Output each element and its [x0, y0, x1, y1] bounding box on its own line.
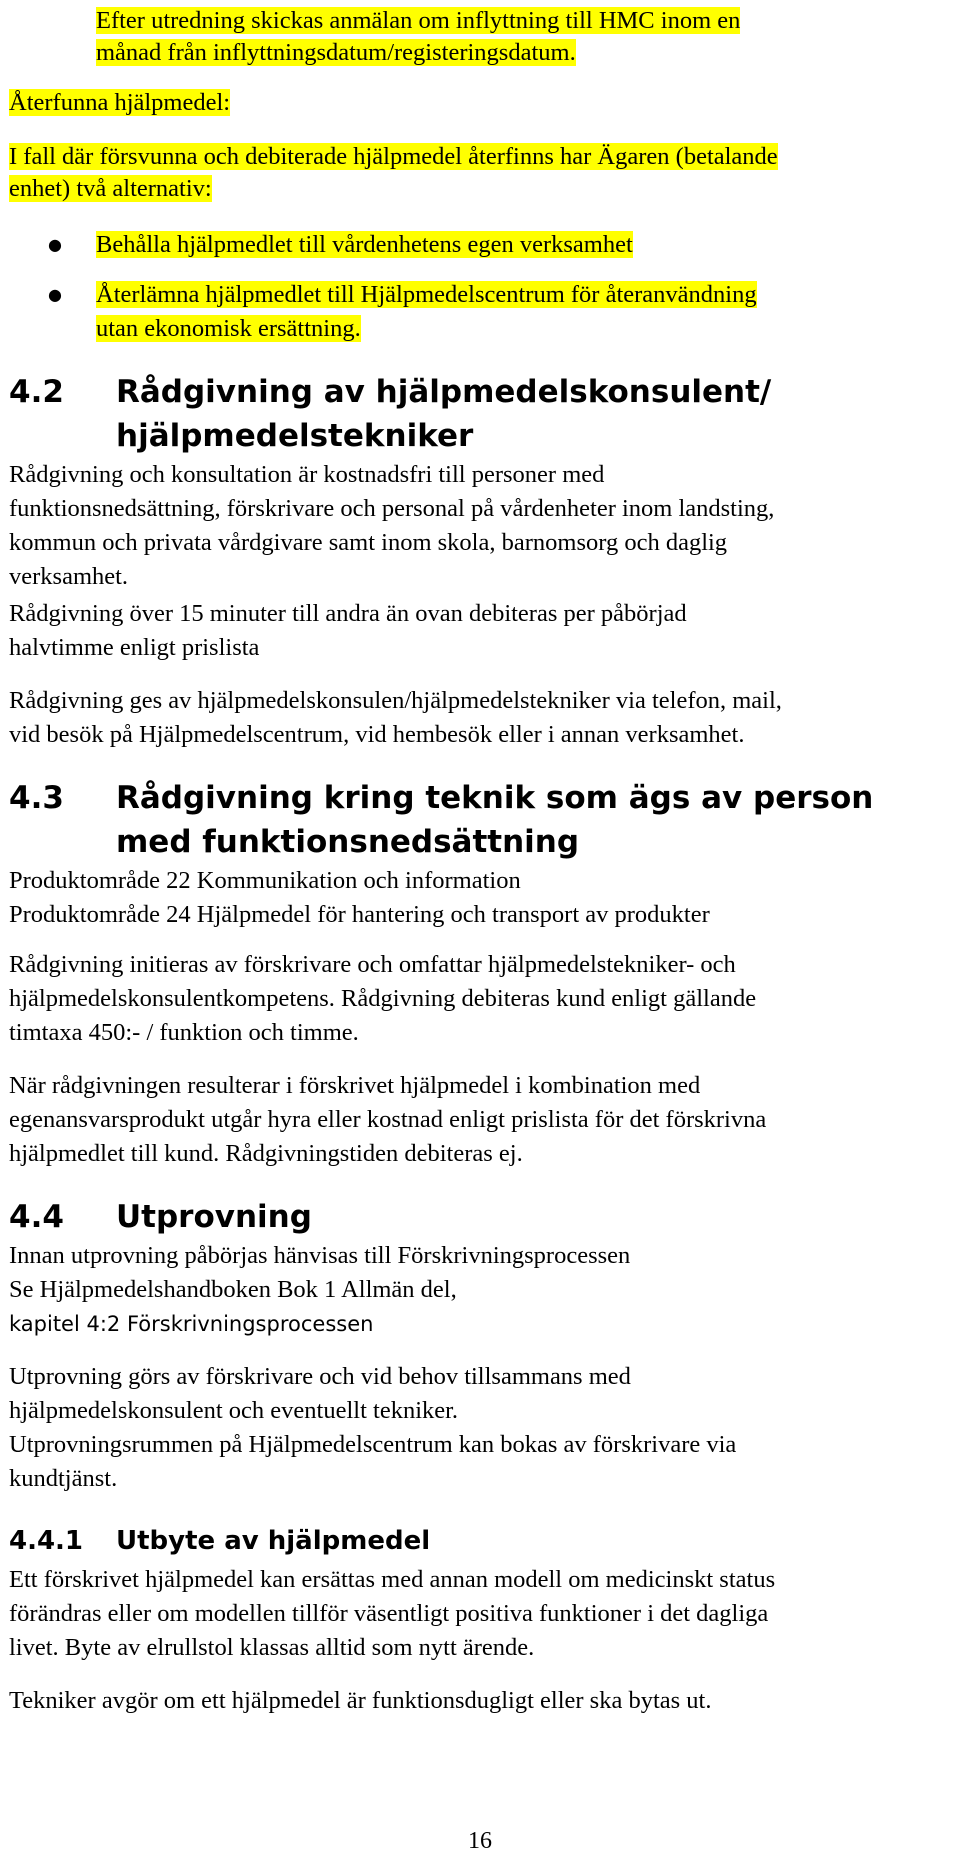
paragraph-line: Utprovning görs av förskrivare och vid behov tillsammans med: [9, 1363, 631, 1390]
paragraph-line: kommun och privata vårdgivare samt inom skola, barnomsorg och daglig: [9, 529, 728, 556]
recovered-heading: Återfunna hjälpmedel:: [9, 89, 231, 116]
bullet-item: Behålla hjälpmedlet till vårdenhetens egen verksamhet: [96, 231, 633, 258]
paragraph-line: hjälpmedelskonsulent och eventuellt tekniker.: [9, 1397, 459, 1424]
paragraph-line: kundtjänst.: [9, 1465, 118, 1492]
paragraph-line: När rådgivningen resulterar i förskrivet hjälpmedel i kombination med: [9, 1072, 701, 1099]
section-number: 4.4: [9, 1199, 64, 1235]
section-title: Rådgivning av hjälpmedelskonsulent/: [116, 374, 772, 410]
paragraph-line: livet. Byte av elrullstol klassas alltid som nytt ärende.: [9, 1634, 535, 1661]
section-title: hjälpmedelstekniker: [116, 418, 474, 454]
paragraph-line: vid besök på Hjälpmedelscentrum, vid hembesök eller i annan verksamhet.: [9, 721, 745, 748]
top-note-line: månad från inflyttningsdatum/registeringsdatum.: [96, 39, 576, 66]
section-title: Utprovning: [116, 1199, 312, 1235]
top-note-line: Efter utredning skickas anmälan om inflyttning till HMC inom en: [96, 7, 741, 34]
paragraph-line: Ett förskrivet hjälpmedel kan ersättas med annan modell om medicinskt status: [9, 1566, 776, 1593]
reference-line: kapitel 4:2 Förskrivningsprocessen: [9, 1312, 374, 1336]
reference-line: Innan utprovning påbörjas hänvisas till Förskrivningsprocessen: [9, 1242, 631, 1269]
paragraph-line: Rådgivning ges av hjälpmedelskonsulen/hjälpmedelstekniker via telefon, mail,: [9, 687, 782, 714]
page-number: 16: [468, 1828, 492, 1854]
paragraph-line: verksamhet.: [9, 563, 129, 590]
product-line: Produktområde 22 Kommunikation och information: [9, 867, 521, 894]
paragraph-line: funktionsnedsättning, förskrivare och personal på vårdenheter inom landsting,: [9, 495, 775, 522]
bullet-dot: ●: [48, 235, 62, 254]
paragraph-line: Utprovningsrummen på Hjälpmedelscentrum kan bokas av förskrivare via: [9, 1431, 737, 1458]
section-number: 4.3: [9, 780, 64, 816]
paragraph-line: Tekniker avgör om ett hjälpmedel är funktionsdugligt eller ska bytas ut.: [9, 1687, 712, 1714]
paragraph-line: hjälpmedlet till kund. Rådgivningstiden debiteras ej.: [9, 1140, 523, 1167]
section-title: med funktionsnedsättning: [116, 824, 580, 860]
paragraph-line: egenansvarsprodukt utgår hyra eller kostnad enligt prislista för det förskrivna: [9, 1106, 767, 1133]
section-number: 4.2: [9, 374, 64, 410]
paragraph-line: timtaxa 450:- / funktion och timme.: [9, 1019, 359, 1046]
paragraph-line: hjälpmedelskonsulentkompetens. Rådgivning debiteras kund enligt gällande: [9, 985, 757, 1012]
paragraph-line: halvtimme enligt prislista: [9, 634, 260, 661]
recovered-intro-line: I fall där försvunna och debiterade hjälpmedel återfinns har Ägaren (betalande: [9, 143, 778, 170]
section-title: Rådgivning kring teknik som ägs av person: [116, 780, 874, 816]
paragraph-line: Rådgivning över 15 minuter till andra än ovan debiteras per påbörjad: [9, 600, 687, 627]
recovered-intro-line: enhet) två alternativ:: [9, 175, 212, 202]
subsection-number: 4.4.1: [9, 1526, 84, 1556]
paragraph-line: Rådgivning initieras av förskrivare och omfattar hjälpmedelstekniker- och: [9, 951, 736, 978]
paragraph-line: förändras eller om modellen tillför väsentligt positiva funktioner i det dagliga: [9, 1600, 769, 1627]
paragraph-line: Rådgivning och konsultation är kostnadsfri till personer med: [9, 461, 605, 488]
subsection-title: Utbyte av hjälpmedel: [116, 1526, 431, 1556]
bullet-item: utan ekonomisk ersättning.: [96, 315, 361, 342]
bullet-item: Återlämna hjälpmedlet till Hjälpmedelscentrum för återanvändning: [96, 281, 757, 308]
reference-line: Se Hjälpmedelshandboken Bok 1 Allmän del,: [9, 1276, 457, 1303]
product-line: Produktområde 24 Hjälpmedel för hantering och transport av produkter: [9, 901, 710, 928]
bullet-dot: ●: [48, 285, 62, 304]
